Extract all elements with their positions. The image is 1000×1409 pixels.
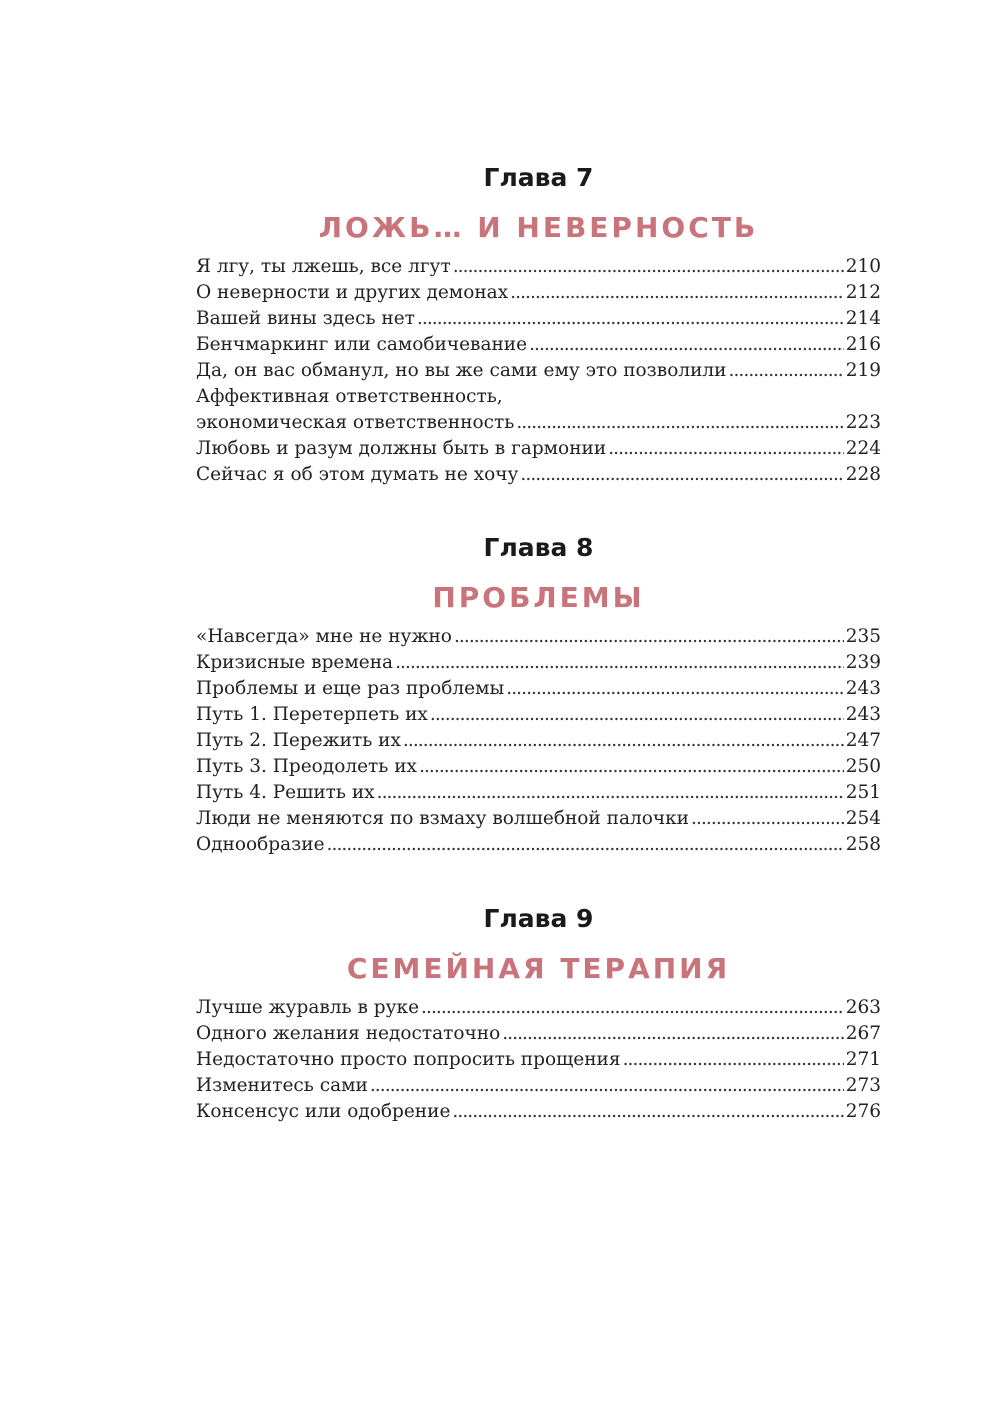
toc-entry-title: Сейчас я об этом думать не хочу [196, 464, 519, 485]
dot-leader [419, 754, 844, 780]
toc-entry-title: «Навсегда» мне не нужно [196, 626, 452, 647]
toc-entry-title: Люди не меняются по взмаху волшебной палочки [196, 808, 690, 829]
toc-entry[interactable] [196, 410, 881, 436]
toc-entry-page: 273 [845, 1075, 881, 1096]
toc-entry-page: 235 [845, 626, 881, 647]
dot-leader [417, 306, 844, 332]
toc-entry-title: Недостаточно просто попросить прощения [196, 1049, 621, 1070]
toc-entry[interactable] [196, 306, 881, 332]
dot-leader [623, 1047, 844, 1073]
chapter-title: ЛОЖЬ… И НЕВЕРНОСТЬ [318, 211, 759, 244]
toc-entry-title: Кризисные времена [196, 652, 394, 673]
toc-entry[interactable] [196, 1073, 881, 1099]
toc-entry-page: 219 [845, 360, 881, 381]
toc-entry[interactable] [196, 728, 881, 754]
toc-entry-page: 239 [845, 652, 881, 673]
toc-entry[interactable] [196, 280, 881, 306]
toc-entry[interactable] [196, 702, 881, 728]
dot-leader [510, 280, 844, 306]
toc-entry-title: Изменитесь сами [196, 1075, 368, 1096]
chapter-title: ПРОБЛЕМЫ [432, 581, 645, 614]
toc-entry-page: 263 [845, 997, 881, 1018]
toc-entry-title: Я лгу, ты лжешь, все лгут [196, 256, 451, 277]
toc-list [196, 624, 881, 858]
toc-list [196, 254, 881, 488]
toc-entry-title: Да, он вас обманул, но вы же сами ему это позволили [196, 360, 727, 381]
toc-entry-title: экономическая ответственность [196, 412, 515, 433]
toc-entry-page: 271 [845, 1049, 881, 1070]
toc-entry[interactable] [196, 995, 881, 1021]
dot-leader [729, 358, 844, 384]
toc-entry-title: Аффективная ответственность, [196, 386, 503, 407]
dot-leader [520, 462, 843, 488]
dot-leader [516, 410, 843, 436]
toc-entry-page: 250 [845, 756, 881, 777]
toc-entry-title: Лучше журавль в руке [196, 997, 420, 1018]
toc-entry-page: 243 [845, 704, 881, 725]
toc-entry-title: Одного желания недостаточно [196, 1023, 501, 1044]
toc-entry[interactable] [196, 1021, 881, 1047]
toc-entry[interactable] [196, 650, 881, 676]
dot-leader [453, 254, 844, 280]
dot-leader [452, 1099, 843, 1125]
toc-entry-title: Вашей вины здесь нет [196, 308, 415, 329]
toc-entry-page: 267 [845, 1023, 881, 1044]
toc-entry[interactable] [196, 624, 881, 650]
dot-leader [529, 332, 844, 358]
chapter-label: Глава 8 [483, 533, 594, 562]
toc-list [196, 995, 881, 1125]
dot-leader [430, 702, 844, 728]
toc-entry-page: 243 [845, 678, 881, 699]
toc-entry[interactable] [196, 1047, 881, 1073]
chapter-label: Глава 7 [483, 163, 594, 192]
toc-entry[interactable] [196, 1099, 881, 1125]
toc-entry-page: 251 [845, 782, 881, 803]
dot-leader [327, 832, 844, 858]
toc-entry[interactable] [196, 384, 881, 410]
toc-entry[interactable] [196, 358, 881, 384]
chapter-label: Глава 9 [483, 904, 594, 933]
dot-leader [403, 728, 844, 754]
dot-leader [608, 436, 844, 462]
toc-entry-title: Путь 4. Решить их [196, 782, 375, 803]
toc-entry-title: Путь 3. Преодолеть их [196, 756, 417, 777]
toc-entry[interactable] [196, 436, 881, 462]
toc-entry[interactable] [196, 780, 881, 806]
toc-entry[interactable] [196, 832, 881, 858]
chapter-7-section [196, 162, 881, 488]
toc-entry-page: 276 [845, 1101, 881, 1122]
toc-entry-page: 224 [845, 438, 881, 459]
toc-entry-page: 247 [845, 730, 881, 751]
toc-entry[interactable] [196, 676, 881, 702]
chapter-title: СЕМЕЙНАЯ ТЕРАПИЯ [346, 952, 731, 985]
toc-entry-page: 228 [845, 464, 881, 485]
dot-leader [506, 676, 843, 702]
toc-entry-title: Проблемы и еще раз проблемы [196, 678, 505, 699]
dot-leader [502, 1021, 843, 1047]
chapter-9-section [196, 903, 881, 1125]
toc-entry[interactable] [196, 332, 881, 358]
toc-entry[interactable] [196, 806, 881, 832]
toc-entry[interactable] [196, 754, 881, 780]
toc-entry-title: Путь 1. Перетерпеть их [196, 704, 428, 725]
toc-entry[interactable] [196, 254, 881, 280]
toc-entry-title: Бенчмаркинг или самобичевание [196, 334, 528, 355]
toc-entry-title: Консенсус или одобрение [196, 1101, 451, 1122]
dot-leader [370, 1073, 844, 1099]
toc-entry-title: Путь 2. Пережить их [196, 730, 401, 751]
dot-leader [377, 780, 844, 806]
toc-entry[interactable] [196, 462, 881, 488]
dot-leader [454, 624, 844, 650]
dot-leader [395, 650, 844, 676]
toc-entry-page: 223 [845, 412, 881, 433]
toc-entry-page: 216 [845, 334, 881, 355]
chapter-8-section [196, 532, 881, 858]
dot-leader [691, 806, 844, 832]
toc-entry-page: 214 [845, 308, 881, 329]
toc-entry-page: 212 [845, 282, 881, 303]
toc-entry-page: 254 [845, 808, 881, 829]
toc-entry-title: О неверности и других демонах [196, 282, 509, 303]
toc-entry-title: Однообразие [196, 834, 325, 855]
dot-leader [421, 995, 844, 1021]
toc-entry-page: 210 [845, 256, 881, 277]
toc-entry-title: Любовь и разум должны быть в гармонии [196, 438, 607, 459]
toc-entry-page: 258 [845, 834, 881, 855]
